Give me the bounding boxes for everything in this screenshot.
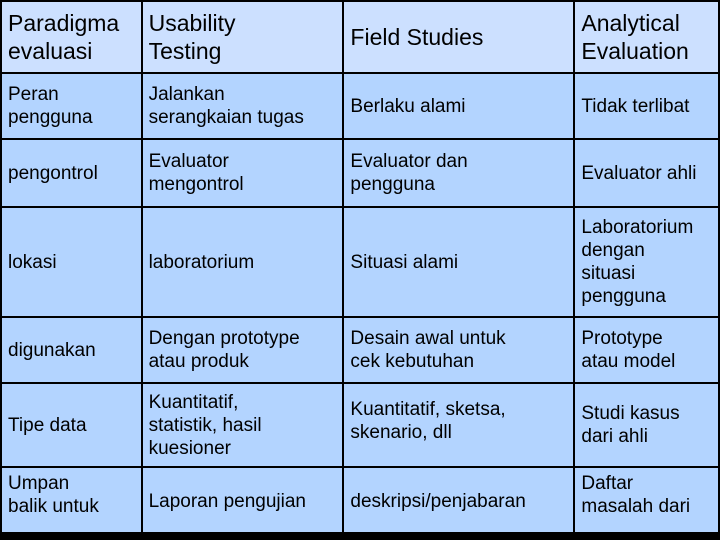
header-field-studies bbox=[344, 2, 573, 72]
table-row bbox=[2, 318, 718, 382]
analytical-cell-text: Studi kasus dari ahli bbox=[581, 403, 680, 447]
usability-cell bbox=[143, 384, 343, 466]
field-cell-text: Berlaku alami bbox=[350, 95, 466, 117]
field-cell bbox=[344, 140, 573, 206]
field-cell bbox=[344, 468, 573, 532]
row-label-text: Peran pengguna bbox=[8, 84, 93, 128]
usability-cell-text: Laporan pengujian bbox=[148, 490, 306, 512]
table-row bbox=[2, 468, 718, 532]
header-paradigm bbox=[2, 2, 141, 72]
header-analytical-text: Analytical Evaluation bbox=[581, 10, 689, 64]
field-cell bbox=[344, 318, 573, 382]
field-cell bbox=[344, 74, 573, 138]
analytical-cell bbox=[575, 208, 718, 316]
usability-cell-text: Kuantitatif, statistik, hasil kuesioner bbox=[148, 391, 262, 459]
analytical-cell bbox=[575, 318, 718, 382]
row-label-text: Tipe data bbox=[8, 414, 87, 436]
row-label bbox=[2, 208, 141, 316]
header-analytical-evaluation bbox=[575, 2, 718, 72]
row-label bbox=[2, 318, 141, 382]
table-row bbox=[2, 140, 718, 206]
usability-cell bbox=[143, 468, 343, 532]
row-label-text: Umpan balik untuk bbox=[8, 473, 99, 517]
analytical-cell bbox=[575, 468, 718, 532]
row-label-text: digunakan bbox=[8, 339, 96, 361]
field-cell-text: Situasi alami bbox=[350, 251, 459, 273]
analytical-cell bbox=[575, 140, 718, 206]
usability-cell bbox=[143, 208, 343, 316]
row-label-text: lokasi bbox=[8, 251, 57, 273]
usability-cell bbox=[143, 74, 343, 138]
table-row bbox=[2, 384, 718, 466]
analytical-cell-text: Tidak terlibat bbox=[581, 95, 690, 117]
row-label bbox=[2, 384, 141, 466]
analytical-cell bbox=[575, 74, 718, 138]
field-cell-text: deskripsi/penjabaran bbox=[350, 490, 526, 512]
analytical-cell-text: Prototype atau model bbox=[581, 328, 676, 372]
usability-cell-text: Dengan prototype atau produk bbox=[148, 328, 300, 372]
row-label bbox=[2, 140, 141, 206]
usability-cell bbox=[143, 318, 343, 382]
header-usability-testing bbox=[143, 2, 343, 72]
field-cell bbox=[344, 208, 573, 316]
usability-cell-text: laboratorium bbox=[148, 251, 255, 273]
analytical-cell-text: Laboratorium dengan situasi pengguna bbox=[581, 217, 694, 307]
header-field-text: Field Studies bbox=[350, 24, 484, 50]
usability-cell-text: Evaluator mengontrol bbox=[148, 151, 244, 195]
row-label bbox=[2, 74, 141, 138]
usability-cell-text: Jalankan serangkaian tugas bbox=[148, 84, 304, 128]
row-label bbox=[2, 468, 141, 532]
table-header-row bbox=[2, 2, 718, 72]
analytical-cell-text: Evaluator ahli bbox=[581, 162, 697, 184]
field-cell-text: Evaluator dan pengguna bbox=[350, 151, 468, 195]
header-usability-text: Usability Testing bbox=[148, 10, 236, 64]
row-label-text: pengontrol bbox=[8, 162, 98, 184]
field-cell bbox=[344, 384, 573, 466]
table-row bbox=[2, 208, 718, 316]
field-cell-text: Desain awal untuk cek kebutuhan bbox=[350, 328, 506, 372]
usability-cell bbox=[143, 140, 343, 206]
header-paradigm-text: Paradigma evaluasi bbox=[8, 10, 120, 64]
table-row bbox=[2, 74, 718, 138]
field-cell-text: Kuantitatif, sketsa, skenario, dll bbox=[350, 399, 506, 443]
analytical-cell bbox=[575, 384, 718, 466]
analytical-cell-text: Daftar masalah dari bbox=[581, 473, 691, 517]
